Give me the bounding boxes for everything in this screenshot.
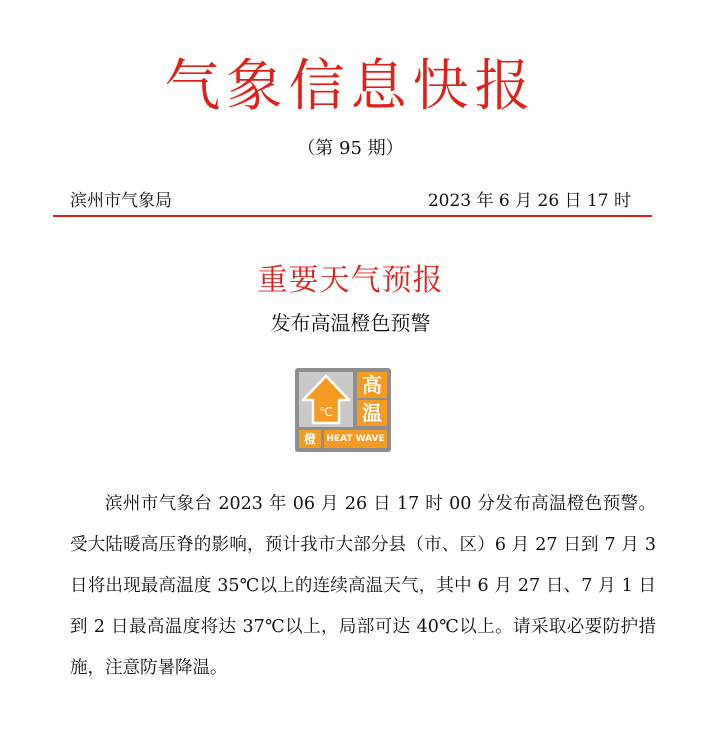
signal-char-top: 高 xyxy=(357,372,387,398)
house-thermometer-icon xyxy=(299,372,353,427)
meta-row xyxy=(70,188,631,214)
forecast-paragraph: 滨州市气象台 2023 年 06 月 26 日 17 时 00 分发布高温橙色预警。受大陆暖高压脊的影响，预计我市大部分县（市、区）6 月 27 日到 7 月 3 日将出现最高温度 35℃以上的连续高温天气，其中 6 月 27 日、7 月 1 日到 2 日最高温度将达 37℃以上，局部可达 40℃以上。请采取必要防护措施，注意防暑降温。 xyxy=(70,494,656,678)
signal-char-bottom: 温 xyxy=(357,400,387,426)
masthead-title: 气象信息快报 xyxy=(164,54,537,119)
issue-datetime: 2023 年 6 月 26 日 17 时 xyxy=(427,191,631,211)
header-divider xyxy=(53,215,652,217)
signal-level-char: 橙 xyxy=(299,430,321,448)
temperature-unit-label: ℃ xyxy=(319,405,333,419)
issue-number: （第 95 期） xyxy=(297,138,404,159)
heat-wave-orange-warning-icon xyxy=(295,368,391,452)
subheadline: 发布高温橙色预警 xyxy=(270,311,431,335)
issuer-name: 滨州市气象局 xyxy=(70,191,172,211)
signal-english-label: HEAT WAVE xyxy=(324,430,387,448)
headline: 重要天气预报 xyxy=(257,263,444,298)
